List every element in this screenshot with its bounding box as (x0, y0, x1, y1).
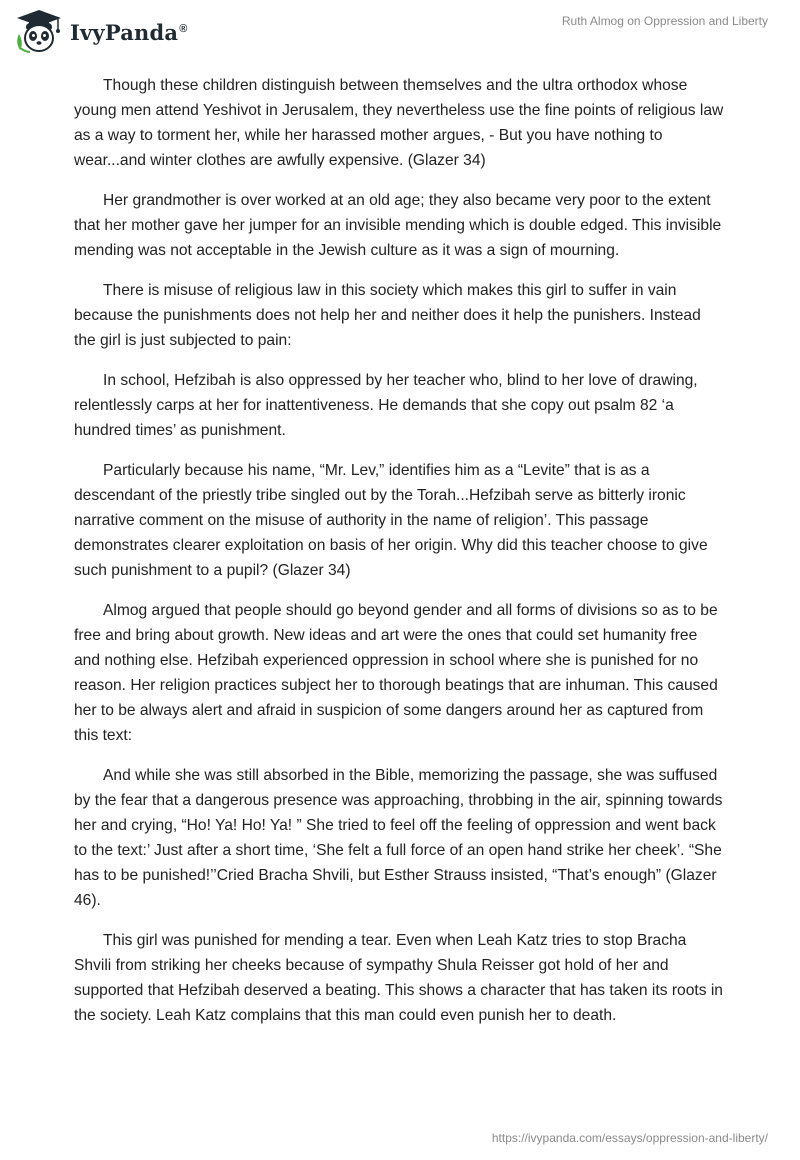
page-header (0, 0, 800, 60)
panda-graduate-icon (14, 8, 64, 54)
paragraph: In school, Hefzibah is also oppressed by her teacher who, blind to her love of drawing, relentlessly carps at her for inattentiveness. He demands that she copy out psalm 82 ‘a hundred times’ as punishment. (74, 372, 698, 439)
paragraph: Particularly because his name, “Mr. Lev,” identifies him as a “Levite” that is as a descendant of the priestly tribe singled out by the Torah...Hefzibah serve as bitterly ironic narrative comment on the misuse of authority in the name of religion’. This passage demonstrates clearer exploitation on basis of her origin. Why did this teacher choose to give such punishment to a pupil? (Glazer 34) (74, 462, 708, 579)
paragraph: Her grandmother is over worked at an old age; they also became very poor to the extent that her mother gave her jumper for an invisible mending which is double edged. This invisible mending was not acceptable in the Jewish culture as it was a sign of mourning. (74, 192, 722, 259)
paragraph: Almog argued that people should go beyond gender and all forms of divisions so as to be free and bring about growth. New ideas and art were the ones that could set humanity free and nothing else. Hefzibah experienced oppression in school where she is punished for no reason. Her religion practices subject her to thorough beatings that are inhuman. This caused her to be always alert and afraid in suspicion of some dangers around her as captured from this text: (74, 602, 718, 744)
document-title: Ruth Almog on Oppression and Liberty (561, 14, 768, 28)
brand-name (70, 20, 188, 45)
paragraph: There is misuse of religious law in this society which makes this girl to suffer in vain because the punishments does not help her and neither does it help the punishers. Instead the girl is just subjected to pain: (74, 282, 701, 349)
paragraph: This girl was punished for mending a tear. Even when Leah Katz tries to stop Bracha Shvili from striking her cheeks because of sympathy Shula Reisser got hold of her and supported that Hefzibah deserved a beating. This shows a character that has taken its roots in the society. Leah Katz complains that this man could even punish her to death. (74, 932, 723, 1024)
paragraph: And while she was still absorbed in the Bible, memorizing the passage, she was suffused by the fear that a dangerous presence was approaching, throbbing in the air, spinning towards her and crying, “Ho! Ya! Ho! Ya! ” She tried to feel off the feeling of oppression and went back to the text:’ Just after a short time, ‘She felt a full force of an open hand strike her cheek’. “She has to be punished!’’Cried Bracha Shvili, but Esther Strauss insisted, “That’s enough” (Glazer 46). (74, 767, 723, 909)
brand-name-text: IvyPanda (70, 19, 179, 45)
registered-mark: ® (179, 22, 188, 35)
essay-body (74, 73, 724, 1043)
paragraph: Though these children distinguish between themselves and the ultra orthodox whose young men attend Yeshivot in Jerusalem, they nevertheless use the fine points of religious law as a way to torment her, while her harassed mother argues, - But you have nothing to wear...and winter clothes are awfully expensive. (Glazer 34) (74, 77, 724, 169)
source-url-link[interactable]: https://ivypanda.com/essays/oppression-and-liberty/ (491, 1131, 768, 1145)
ivypanda-logo[interactable] (14, 8, 188, 54)
